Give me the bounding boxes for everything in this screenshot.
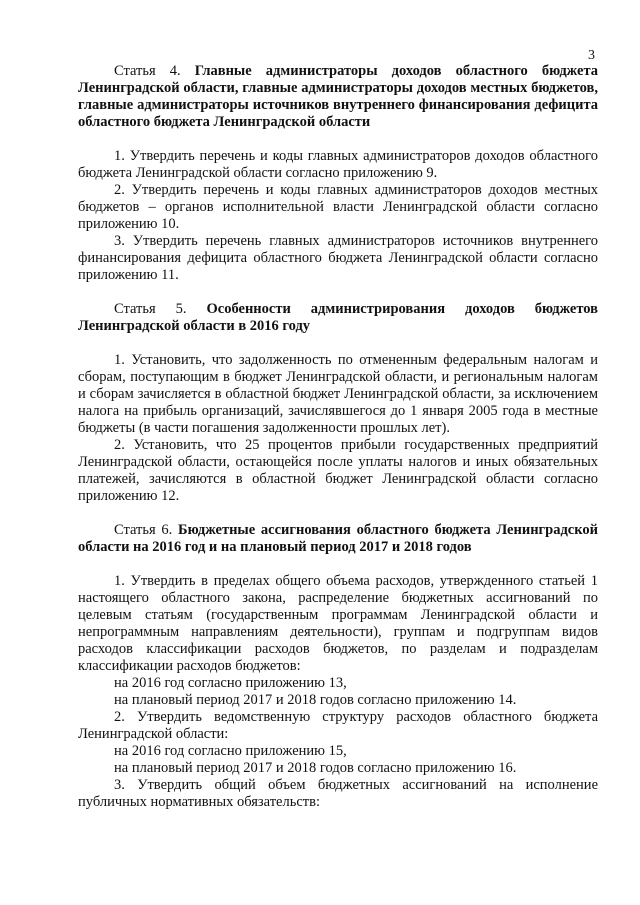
article-5-prefix: Статья 5. <box>114 301 187 317</box>
article-4-item-3: 3. Утвердить перечень главных администраторов источников внутреннего финансирования дефицита областного бюджета Ленинградской области согласно приложению 11. <box>78 233 598 283</box>
article-6-item-1-sub-1: на 2016 год согласно приложению 13, <box>114 675 347 691</box>
article-6-item-3: 3. Утвердить общий объем бюджетных ассигнований на исполнение публичных нормативных обязательств: <box>78 777 598 810</box>
article-6-prefix: Статья 6. <box>114 522 173 538</box>
article-5-item-2: 2. Установить, что 25 процентов прибыли государственных предприятий Ленинградской области, остающейся после уплаты налогов и иных обязательных платежей, зачисляются в областной бюджет Ленинградской области согласно приложению 12. <box>78 437 598 504</box>
article-4-prefix: Статья 4. <box>114 63 181 79</box>
article-4-title: Главные администраторы доходов областного бюджета Ленинградской области, главные администраторы доходов местных бюджетов, главные администраторы источников внутреннего финансирования дефицита областного бюджета Ленинградской области <box>78 63 598 130</box>
article-6-title: Бюджетные ассигнования областного бюджета Ленинградской области на 2016 год и на плановый период 2017 и 2018 годов <box>78 522 598 555</box>
article-4-item-2: 2. Утвердить перечень и коды главных администраторов доходов местных бюджетов – органов исполнительной власти Ленинградской области согласно приложению 10. <box>78 182 598 232</box>
article-6-item-1: 1. Утвердить в пределах общего объема расходов, утвержденного статьей 1 настоящего областного закона, распределение бюджетных ассигнований по целевым статьям (государственным программам Ленинградской области и непрограммным направлениям деятельности), группам и подгруппам видов расходов классификации расходов бюджетов, по разделам и подразделам классификации расходов бюджетов: <box>78 573 598 674</box>
page-number: 3 <box>588 48 595 63</box>
article-6-item-2: 2. Утвердить ведомственную структуру расходов областного бюджета Ленинградской области: <box>78 709 598 742</box>
article-4-item-1: 1. Утвердить перечень и коды главных администраторов доходов областного бюджета Ленинградской области согласно приложению 9. <box>78 148 598 181</box>
article-6-item-1-sub-2: на плановый период 2017 и 2018 годов согласно приложению 14. <box>114 692 517 708</box>
article-4-heading <box>78 63 598 131</box>
article-6-heading <box>78 522 598 556</box>
article-5-title: Особенности администрирования доходов бюджетов Ленинградской области в 2016 году <box>78 301 599 334</box>
document-body <box>78 63 598 811</box>
article-5-heading <box>78 301 598 335</box>
article-6-item-2-sub-2: на плановый период 2017 и 2018 годов согласно приложению 16. <box>114 760 517 776</box>
article-6-item-2-sub-1: на 2016 год согласно приложению 15, <box>114 743 347 759</box>
article-5-item-1: 1. Установить, что задолженность по отмененным федеральным налогам и сборам, поступающим в бюджет Ленинградской области, и региональным налогам и сборам зачисляется в областной бюджет Ленинградской области, за исключением налога на прибыль организаций, зачислявшегося до 1 января 2005 года в местные бюджеты (в части погашения задолженности прошлых лет). <box>78 352 598 436</box>
